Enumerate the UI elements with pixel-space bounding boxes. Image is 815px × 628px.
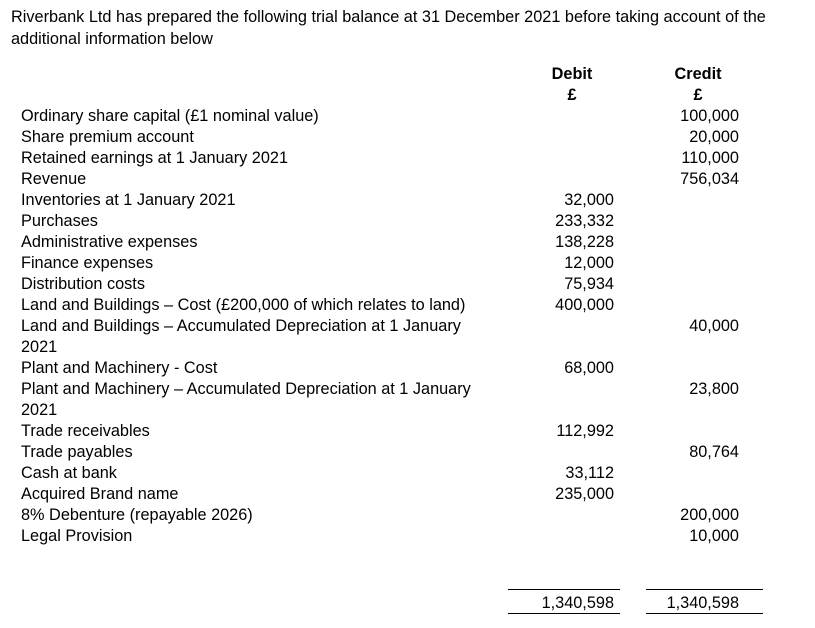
- table-row: [0, 211, 815, 232]
- row-label: Plant and Machinery - Cost: [21, 359, 218, 377]
- row-credit: 40,000: [689, 317, 739, 335]
- credit-column-header: [648, 64, 748, 106]
- credit-total-top-rule: [646, 589, 763, 590]
- row-credit: 200,000: [680, 506, 739, 524]
- table-row: [0, 274, 815, 295]
- table-row: [0, 358, 815, 379]
- table-row: [0, 295, 815, 316]
- row-credit: 756,034: [680, 170, 739, 188]
- row-debit: 75,934: [564, 275, 614, 293]
- row-label: Trade payables: [21, 443, 133, 461]
- debit-header-unit: £: [567, 86, 577, 104]
- table-row: [0, 421, 815, 442]
- row-label: Land and Buildings – Accumulated Depreciation at 1 January 2021: [21, 317, 461, 356]
- row-label: Legal Provision: [21, 527, 133, 545]
- row-debit: 400,000: [555, 296, 614, 314]
- table-row: [0, 127, 815, 148]
- intro-text: Riverbank Ltd has prepared the following trial balance at 31 December 2021 before taking account of the additional information below: [11, 8, 766, 48]
- table-row: [0, 526, 815, 547]
- debit-total: 1,340,598: [541, 594, 614, 612]
- row-label: Administrative expenses: [21, 233, 198, 251]
- row-credit: 100,000: [680, 107, 739, 125]
- row-label: Purchases: [21, 212, 98, 230]
- row-credit: 80,764: [689, 443, 739, 461]
- credit-header-unit: £: [693, 86, 703, 104]
- credit-total: 1,340,598: [666, 594, 739, 612]
- table-row: [0, 169, 815, 190]
- row-debit: 33,112: [565, 464, 614, 482]
- row-credit: 10,000: [689, 527, 739, 545]
- row-label: Trade receivables: [21, 422, 150, 440]
- row-label: Inventories at 1 January 2021: [21, 191, 236, 209]
- row-label: 8% Debenture (repayable 2026): [21, 506, 253, 524]
- row-label: Acquired Brand name: [21, 485, 179, 503]
- row-label: Revenue: [21, 170, 87, 188]
- debit-header-title: Debit: [551, 65, 593, 83]
- row-debit: 138,228: [555, 233, 614, 251]
- debit-total-top-rule: [508, 589, 620, 590]
- credit-total-bottom-rule: [646, 613, 763, 614]
- table-row: [0, 253, 815, 274]
- row-credit: 110,000: [681, 149, 739, 167]
- table-row: [0, 484, 815, 505]
- table-row: [0, 442, 815, 463]
- row-debit: 233,332: [555, 212, 614, 230]
- row-debit: 68,000: [564, 359, 614, 377]
- row-label: Distribution costs: [21, 275, 145, 293]
- credit-header-title: Credit: [674, 65, 722, 83]
- table-row: [0, 316, 815, 358]
- table-row: [0, 505, 815, 526]
- table-row: [0, 232, 815, 253]
- debit-total-bottom-rule: [508, 613, 620, 614]
- table-row: [0, 106, 815, 127]
- row-debit: 112,992: [556, 422, 614, 440]
- row-label: Plant and Machinery – Accumulated Depreciation at 1 January 2021: [21, 380, 471, 419]
- row-credit: 23,800: [689, 380, 739, 398]
- row-label: Cash at bank: [21, 464, 117, 482]
- table-row: [0, 190, 815, 211]
- table-row: [0, 379, 815, 421]
- row-label: Finance expenses: [21, 254, 154, 272]
- row-label: Ordinary share capital (£1 nominal value): [21, 107, 319, 125]
- debit-column-header: [522, 64, 622, 106]
- table-row: [0, 148, 815, 169]
- row-debit: 235,000: [555, 485, 614, 503]
- row-credit: 20,000: [689, 128, 739, 146]
- trial-balance-table: [0, 106, 815, 547]
- row-label: Land and Buildings – Cost (£200,000 of which relates to land): [21, 296, 466, 314]
- row-debit: 32,000: [564, 191, 614, 209]
- row-debit: 12,000: [564, 254, 614, 272]
- row-label: Share premium account: [21, 128, 194, 146]
- row-label: Retained earnings at 1 January 2021: [21, 149, 289, 167]
- table-row: [0, 463, 815, 484]
